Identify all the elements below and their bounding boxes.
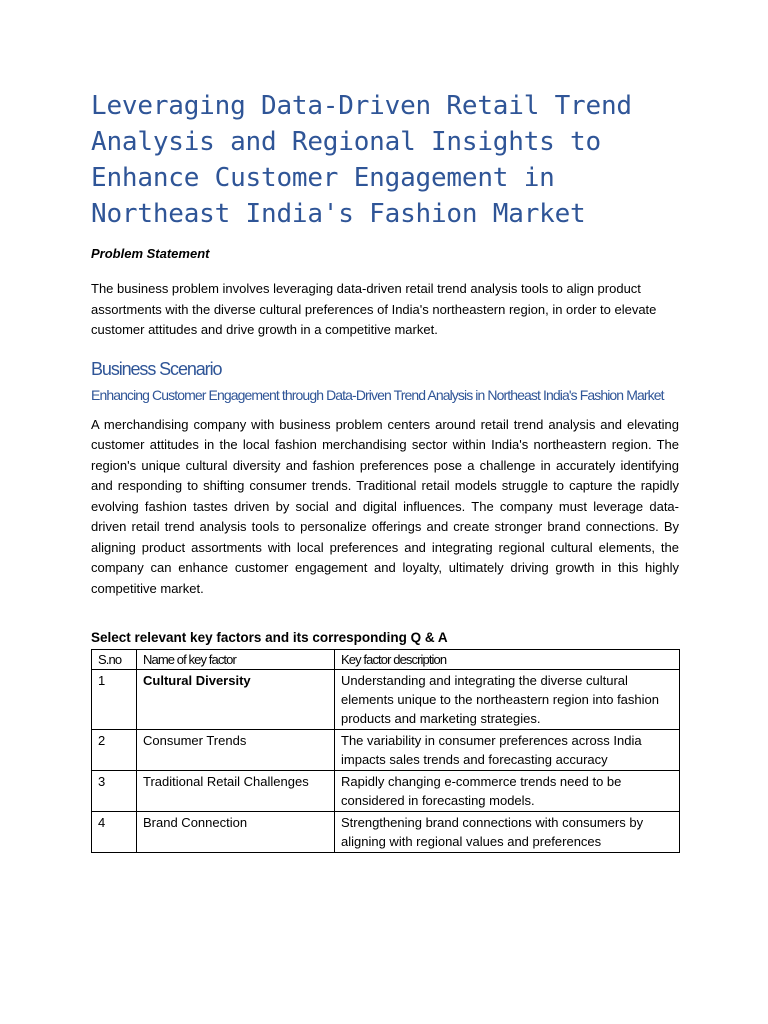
problem-statement-body: The business problem involves leveraging data-driven retail trend analysis tools to align product assortments with the diverse cultural preferences of India's northeastern region, in order to elevate customer attitudes and drive growth in a competitive market. [91, 281, 657, 337]
column-header-sno: S.no [92, 650, 137, 670]
business-scenario-heading: Business Scenario [91, 358, 222, 379]
column-header-description: Key factor description [335, 650, 680, 670]
business-scenario-body: A merchandising company with business problem centers around retail trend analysis and elevating customer attitudes in the local fashion merchandising sector within India's northeastern region. The region's unique cultural diversity and fashion preferences pose a challenge in accurately identifying and responding to shifting consumer trends. Traditional retail models struggle to capture the rapidly evolving fashion tastes driven by social and digital influences. The company must leverage data-driven retail trend analysis tools to personalize offerings and create stronger brand connections. By aligning product assortments with local preferences and integrating regional cultural elements, the company can enhance customer engagement and loyalty, ultimately driving growth in this highly competitive market. [91, 416, 679, 596]
row-factor-description: The variability in consumer preferences across India impacts sales trends and forecasting accuracy [335, 730, 680, 771]
row-factor-name: Brand Connection [137, 812, 335, 853]
key-factors-heading: Select relevant key factors and its corresponding Q & A [91, 630, 448, 645]
table-row [92, 730, 680, 771]
problem-statement-label: Problem Statement [91, 246, 210, 261]
row-factor-description: Rapidly changing e-commerce trends need to be considered in forecasting models. [335, 771, 680, 812]
business-scenario-subheading: Enhancing Customer Engagement through Data-Driven Trend Analysis in Northeast India's Fashion Market [91, 386, 664, 403]
row-sno: 3 [92, 771, 137, 812]
key-factors-table [91, 649, 680, 853]
table-row [92, 771, 680, 812]
row-factor-name: Cultural Diversity [137, 670, 335, 730]
row-sno: 1 [92, 670, 137, 730]
column-header-name: Name of key factor [137, 650, 335, 670]
row-sno: 4 [92, 812, 137, 853]
table-row [92, 812, 680, 853]
document-page [91, 88, 679, 853]
row-sno: 2 [92, 730, 137, 771]
row-factor-description: Strengthening brand connections with consumers by aligning with regional values and preferences [335, 812, 680, 853]
row-factor-name: Traditional Retail Challenges [137, 771, 335, 812]
table-header-row [92, 650, 680, 670]
row-factor-description: Understanding and integrating the diverse cultural elements unique to the northeastern region into fashion products and marketing strategies. [335, 670, 680, 730]
table-row [92, 670, 680, 730]
row-factor-name: Consumer Trends [137, 730, 335, 771]
document-title: Leveraging Data-Driven Retail Trend Analysis and Regional Insights to Enhance Customer Engagement in Northeast India's Fashion Market [91, 91, 632, 229]
